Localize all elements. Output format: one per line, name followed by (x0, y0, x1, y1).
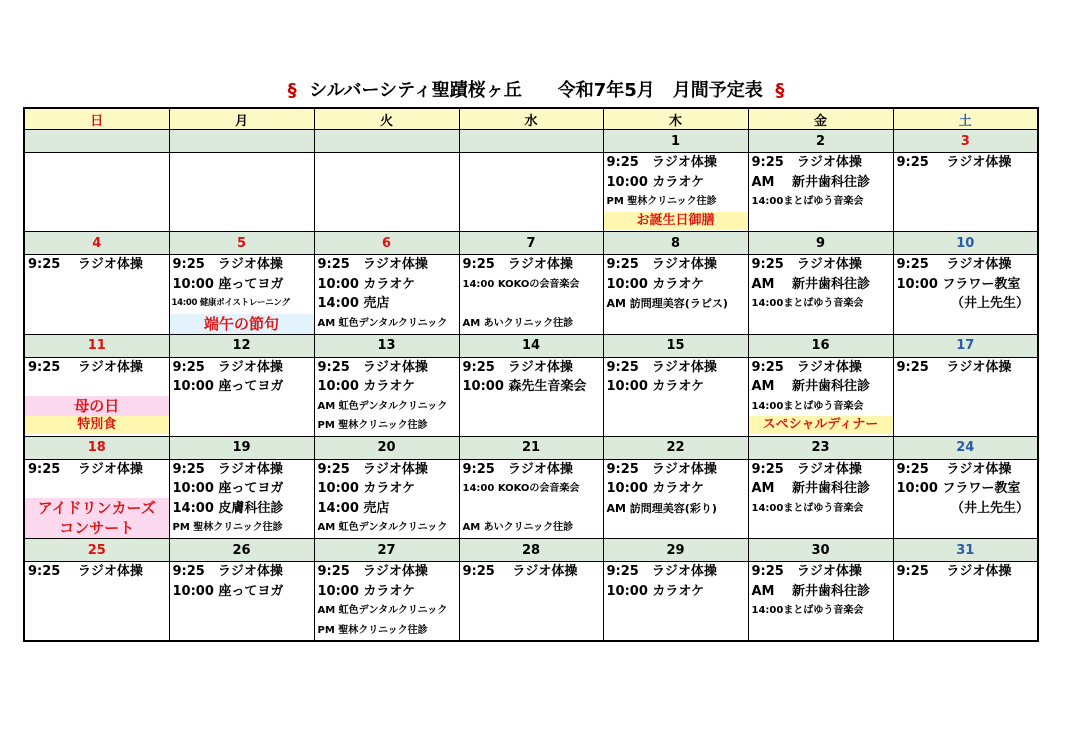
schedule-item: 9:25 ラジオ体操 (172, 461, 283, 477)
date-number: 9 (748, 232, 893, 255)
date-number: 17 (893, 334, 1038, 357)
schedule-item: 9:25 ラジオ体操 (28, 257, 143, 272)
schedule-item: AM 虹色デンタルクリニック (317, 400, 448, 412)
schedule-item (460, 499, 603, 519)
day-cell (314, 357, 459, 436)
schedule-row (24, 562, 1038, 642)
schedule-item: 9:25 ラジオ体操 (751, 257, 862, 272)
schedule-item: AM あいクリニック往診 (462, 317, 574, 329)
date-number: 31 (893, 539, 1038, 562)
schedule-item: 9:25 ラジオ体操 (462, 359, 573, 375)
special-event: アイドリンカーズ (25, 498, 169, 518)
schedule-item: 10:00 カラオケ (606, 583, 705, 599)
day-cell (459, 255, 603, 335)
date-number: 3 (893, 130, 1038, 153)
day-cell (24, 459, 169, 539)
schedule-item: PM 聖林クリニック往診 (172, 522, 283, 533)
schedule-item: 10:00 カラオケ (317, 583, 416, 599)
schedule-item: 10:00 座ってヨガ (172, 481, 284, 496)
day-cell (748, 562, 893, 642)
special-event-sub: コンサート (25, 518, 169, 538)
date-number: 15 (603, 334, 748, 357)
schedule-item (460, 294, 603, 314)
date-number: 22 (603, 436, 748, 459)
date-row (24, 130, 1038, 153)
day-cell (169, 153, 314, 232)
day-cell (169, 357, 314, 436)
date-number: 14 (459, 334, 603, 357)
day-cell (314, 255, 459, 335)
schedule-row (24, 255, 1038, 335)
schedule-item: AM 虹色デンタルクリニック (317, 522, 448, 533)
date-number (314, 130, 459, 153)
schedule-item: 9:25 ラジオ体操 (896, 257, 1012, 272)
schedule-item: 14:00 KOKOの会音楽会 (462, 483, 580, 494)
schedule-item: AM 新井歯科往診 (751, 379, 871, 394)
day-cell (459, 357, 603, 436)
day-cell (24, 153, 169, 232)
schedule-item: 9:25 ラジオ体操 (896, 359, 1012, 375)
section-mark-right: § (775, 80, 785, 101)
date-number: 27 (314, 539, 459, 562)
schedule-item: AM 新井歯科往診 (751, 583, 871, 599)
schedule-item: AM 新井歯科往診 (751, 276, 871, 292)
day-cell (893, 357, 1038, 436)
day-cell (169, 255, 314, 335)
date-number: 30 (748, 539, 893, 562)
schedule-item: 14:00まとばゆう音楽会 (751, 196, 864, 207)
schedule-row (24, 153, 1038, 232)
schedule-item: 9:25 ラジオ体操 (462, 257, 573, 272)
schedule-item: 9:25 ラジオ体操 (606, 257, 717, 272)
day-cell (314, 562, 459, 642)
day-cell (24, 562, 169, 642)
schedule-item: PM 聖林クリニック往診 (317, 624, 428, 636)
schedule-item: 9:25 ラジオ体操 (896, 461, 1012, 477)
schedule-item: 9:25 ラジオ体操 (317, 257, 428, 272)
title-text: シルバーシティ聖蹟桜ヶ丘 令和7年5月 月間予定表 (309, 80, 763, 101)
weekday-tue: 火 (314, 108, 459, 130)
date-number: 8 (603, 232, 748, 255)
day-cell (893, 255, 1038, 335)
schedule-item: 14:00 皮膚科往診 (172, 500, 284, 516)
day-cell (893, 153, 1038, 232)
day-cell (748, 357, 893, 436)
day-cell (603, 153, 748, 232)
schedule-item: 10:00 カラオケ (317, 481, 416, 496)
date-number: 16 (748, 334, 893, 357)
schedule-item: 14:00 売店 (317, 296, 390, 311)
schedule-item: 9:25 ラジオ体操 (172, 257, 283, 272)
day-cell (748, 255, 893, 335)
date-number: 1 (603, 130, 748, 153)
date-number: 19 (169, 436, 314, 459)
date-number: 18 (24, 436, 169, 459)
schedule-item: AM 訪問理美容(彩り) (606, 501, 717, 515)
day-cell (748, 153, 893, 232)
schedule-item: 9:25 ラジオ体操 (28, 564, 143, 579)
schedule-item: 10:00 座ってヨガ (172, 583, 284, 599)
schedule-item: 9:25 ラジオ体操 (172, 359, 283, 375)
schedule-item: 9:25 ラジオ体操 (317, 359, 428, 375)
weekday-sat: 土 (893, 108, 1038, 130)
schedule-item: 9:25 ラジオ体操 (751, 359, 862, 375)
schedule-item: 10:00 カラオケ (606, 276, 705, 292)
weekday-wed: 水 (459, 108, 603, 130)
schedule-item: 10:00 フラワー教室 (896, 276, 1021, 292)
date-number: 11 (24, 334, 169, 357)
date-number: 20 (314, 436, 459, 459)
weekday-thu: 木 (603, 108, 748, 130)
schedule-item: （井上先生） (950, 500, 1029, 516)
day-cell (169, 562, 314, 642)
schedule-item: 10:00 カラオケ (606, 379, 705, 394)
day-cell (24, 357, 169, 436)
date-row (24, 539, 1038, 562)
schedule-item: 10:00 フラワー教室 (896, 481, 1021, 496)
calendar-title (0, 76, 1072, 102)
schedule-item: 9:25 ラジオ体操 (606, 461, 717, 477)
day-cell (314, 153, 459, 232)
schedule-item: 9:25 ラジオ体操 (751, 461, 862, 477)
date-number: 26 (169, 539, 314, 562)
special-event: 端午の節句 (170, 314, 314, 334)
day-cell (603, 459, 748, 539)
schedule-item: 14:00まとばゆう音楽会 (751, 298, 864, 309)
day-cell (459, 153, 603, 232)
day-cell (893, 562, 1038, 642)
monthly-schedule-table (23, 107, 1039, 642)
date-row (24, 232, 1038, 255)
special-event-sub: 特別食 (25, 416, 169, 434)
weekday-sun: 日 (24, 108, 169, 130)
schedule-item: AM 新井歯科往診 (751, 481, 871, 496)
schedule-item: 9:25 ラジオ体操 (462, 461, 573, 477)
special-event: スペシャルディナー (749, 416, 893, 434)
schedule-item: 10:00 カラオケ (317, 276, 416, 292)
schedule-item: 14:00 KOKOの会音楽会 (462, 278, 580, 290)
day-cell (314, 459, 459, 539)
weekday-fri: 金 (748, 108, 893, 130)
day-cell (24, 255, 169, 335)
special-event: 母の日 (25, 396, 169, 416)
day-cell (459, 562, 603, 642)
schedule-item: 9:25 ラジオ体操 (751, 155, 862, 170)
date-number: 6 (314, 232, 459, 255)
date-number: 7 (459, 232, 603, 255)
day-cell (893, 459, 1038, 539)
schedule-item: 14:00 売店 (317, 500, 390, 516)
schedule-item: AM 新井歯科往診 (751, 174, 871, 190)
schedule-item: AM 訪問理美容(ラピス) (606, 297, 728, 310)
date-number: 23 (748, 436, 893, 459)
schedule-item: 14:00まとばゆう音楽会 (751, 400, 864, 412)
day-cell (603, 357, 748, 436)
schedule-item: 10:00 座ってヨガ (172, 379, 284, 394)
schedule-row (24, 459, 1038, 539)
date-number: 13 (314, 334, 459, 357)
schedule-item: 14:00 健康ポイストレーニング (171, 298, 290, 308)
schedule-item: 10:00 森先生音楽会 (462, 379, 587, 394)
schedule-item: 9:25 ラジオ体操 (896, 564, 1012, 579)
schedule-item: AM あいクリニック往診 (462, 522, 574, 533)
schedule-item: 9:25 ラジオ体操 (751, 564, 862, 579)
schedule-item: 9:25 ラジオ体操 (606, 564, 717, 579)
schedule-item: PM 聖林クリニック往診 (606, 196, 717, 207)
schedule-item: 14:00まとばゆう音楽会 (751, 502, 864, 514)
date-row (24, 334, 1038, 357)
schedule-item: 14:00まとばゆう音楽会 (751, 605, 864, 616)
day-cell (603, 255, 748, 335)
schedule-item: （井上先生） (950, 296, 1029, 311)
schedule-item: 10:00 カラオケ (606, 174, 705, 190)
date-number: 10 (893, 232, 1038, 255)
date-number (24, 130, 169, 153)
schedule-item: 9:25 ラジオ体操 (606, 359, 717, 375)
weekday-header-row (24, 108, 1038, 130)
schedule-row (24, 357, 1038, 436)
schedule-item: PM 聖林クリニック往診 (317, 420, 428, 431)
date-row (24, 436, 1038, 459)
schedule-item: 9:25 ラジオ体操 (896, 155, 1012, 170)
schedule-item: 9:25 ラジオ体操 (28, 461, 143, 477)
day-cell (169, 459, 314, 539)
schedule-item: 9:25 ラジオ体操 (606, 155, 717, 170)
day-cell (459, 459, 603, 539)
date-number: 12 (169, 334, 314, 357)
schedule-item: AM 虹色デンタルクリニック (317, 317, 448, 329)
date-number: 2 (748, 130, 893, 153)
date-number (169, 130, 314, 153)
date-number: 25 (24, 539, 169, 562)
date-number: 24 (893, 436, 1038, 459)
section-mark-left: § (287, 80, 297, 101)
schedule-item: 9:25 ラジオ体操 (172, 564, 283, 579)
date-number: 5 (169, 232, 314, 255)
date-number (459, 130, 603, 153)
schedule-item: 10:00 座ってヨガ (172, 276, 284, 292)
date-number: 29 (603, 539, 748, 562)
special-event: お誕生日御膳 (604, 212, 748, 230)
day-cell (748, 459, 893, 539)
date-number: 4 (24, 232, 169, 255)
schedule-item: 9:25 ラジオ体操 (462, 564, 578, 579)
schedule-item: 9:25 ラジオ体操 (317, 461, 428, 477)
schedule-item: 10:00 カラオケ (606, 481, 705, 496)
weekday-mon: 月 (169, 108, 314, 130)
schedule-item: 9:25 ラジオ体操 (317, 564, 428, 579)
schedule-item: AM 虹色デンタルクリニック (317, 605, 448, 616)
schedule-item: 10:00 カラオケ (317, 379, 416, 394)
date-number: 21 (459, 436, 603, 459)
schedule-item: 9:25 ラジオ体操 (28, 359, 143, 375)
date-number: 28 (459, 539, 603, 562)
day-cell (603, 562, 748, 642)
